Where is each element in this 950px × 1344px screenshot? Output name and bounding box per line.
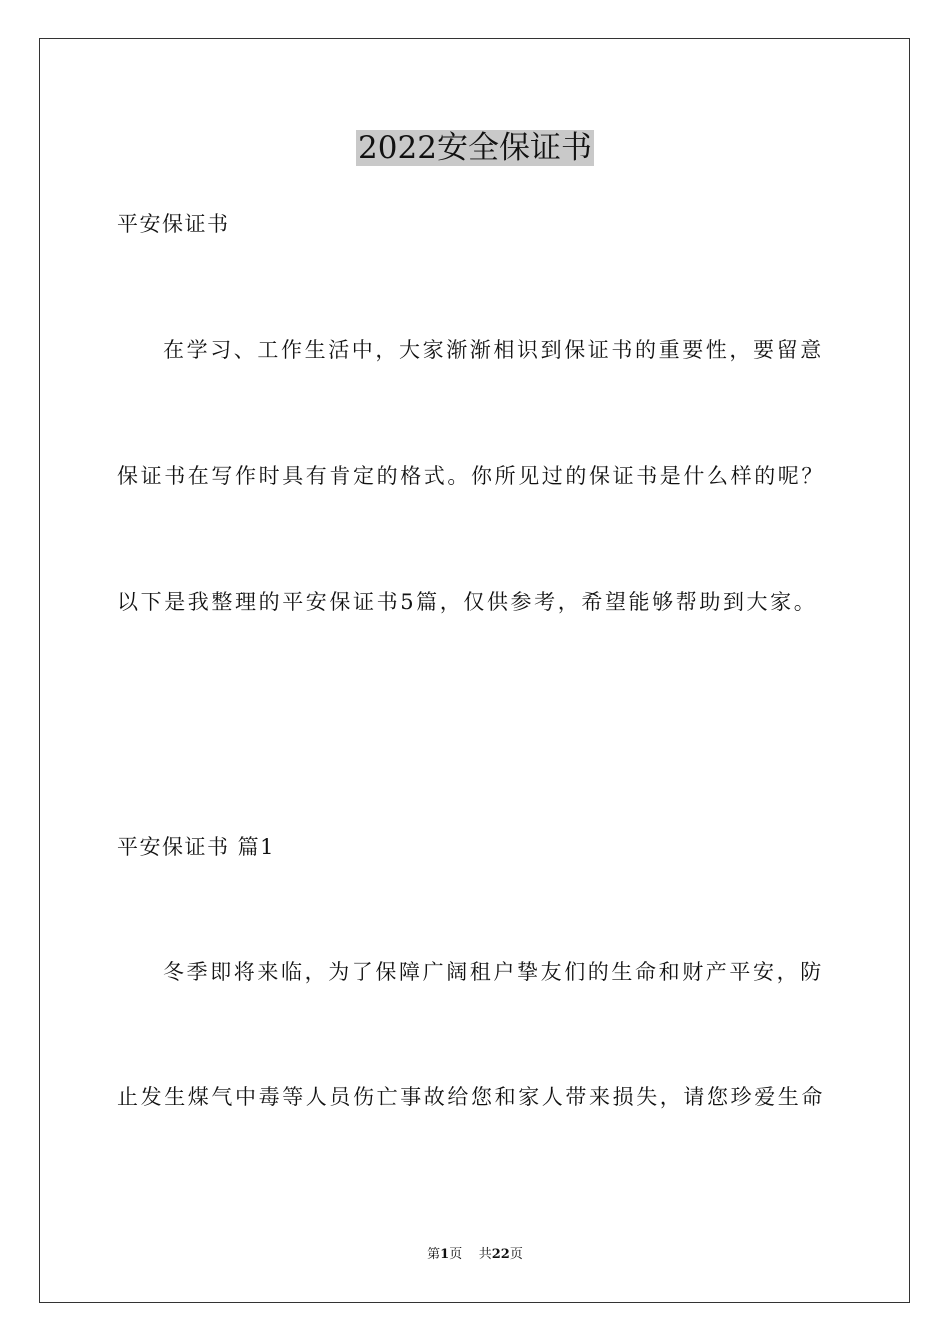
intro-line-2: 保证书在写作时具有肯定的格式。你所见过的保证书是什么样的呢？: [117, 464, 825, 488]
section-line-1: 冬季即将来临，为了保障广阔租户挚友们的生命和财产平安，防: [163, 960, 824, 984]
footer-page-prefix: 第: [427, 1247, 441, 1262]
footer-total-prefix: 共: [478, 1247, 492, 1262]
footer-total-suffix: 页: [509, 1247, 523, 1262]
footer-page-suffix: 页: [449, 1247, 463, 1262]
section-line-2: 止发生煤气中毒等人员伤亡事故给您和家人带来损失，请您珍爱生命: [117, 1085, 825, 1109]
document-title-text: 2022安全保证书: [358, 130, 592, 166]
intro-line-3: 以下是我整理的平安保证书5篇，仅供参考，希望能够帮助到大家。: [117, 590, 818, 614]
footer-page-number: 1: [440, 1247, 450, 1262]
intro-line-1: 在学习、工作生活中，大家渐渐相识到保证书的重要性，要留意: [163, 338, 824, 362]
page-footer: [0, 1246, 950, 1264]
document-title: [0, 126, 950, 170]
document-subtitle: 平安保证书: [117, 212, 230, 236]
footer-total-pages: 22: [491, 1247, 510, 1262]
section-heading: 平安保证书 篇1: [117, 835, 276, 859]
